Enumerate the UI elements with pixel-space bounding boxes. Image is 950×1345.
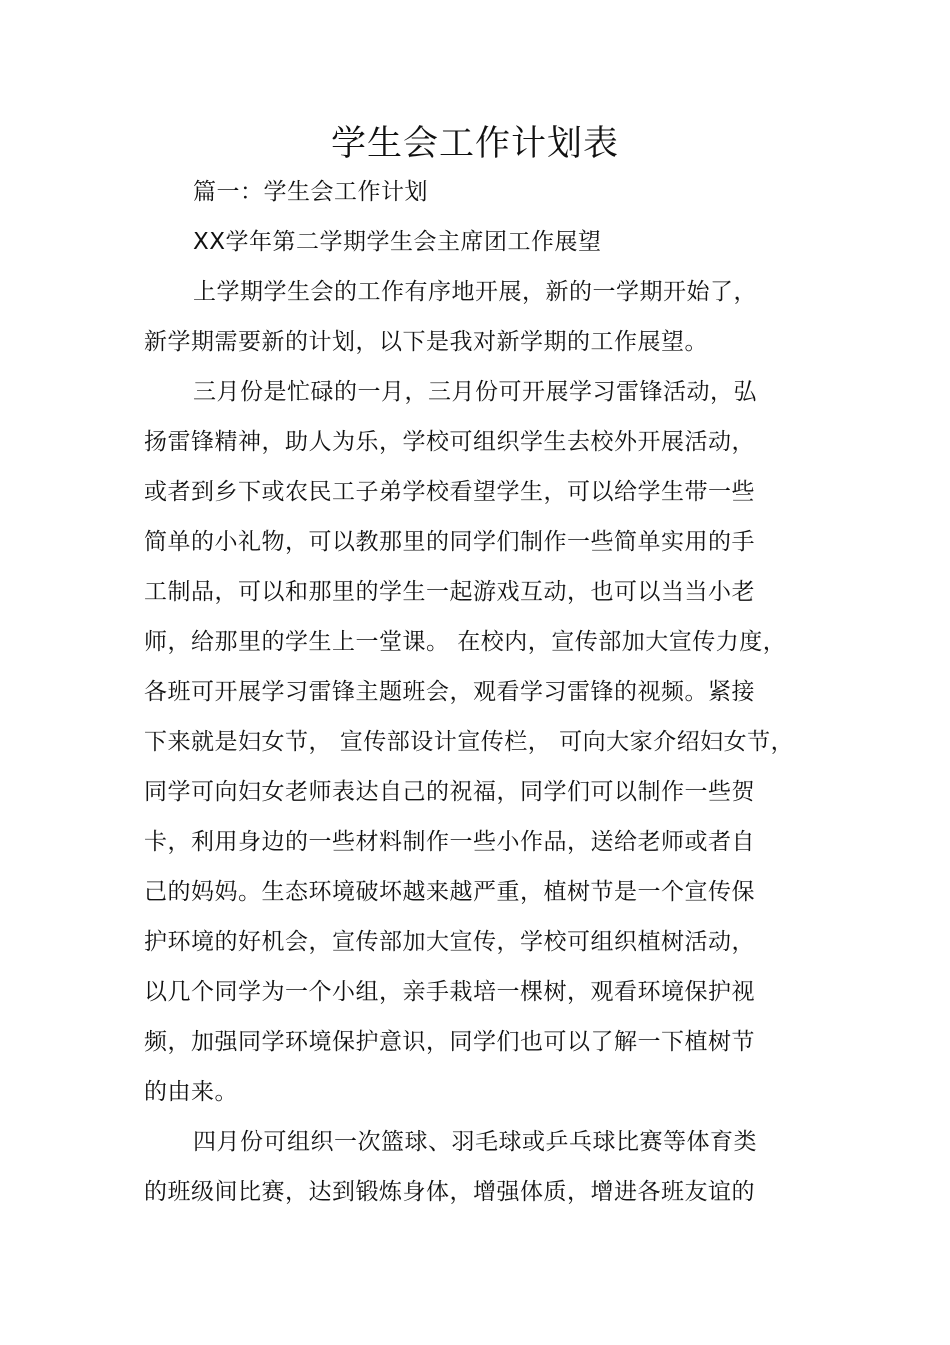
body-line: 三月份是忙碌的一月，三月份可开展学习雷锋活动，弘 [193, 379, 757, 405]
body-line: 护环境的好机会，宣传部加大宣传，学校可组织植树活动， [144, 929, 755, 955]
body-line: 各班可开展学习雷锋主题班会，观看学习雷锋的视频。紧接 [144, 679, 755, 705]
body-line: 下来就是妇女节， 宣传部设计宣传栏， 可向大家介绍妇女节， [144, 729, 795, 755]
body-line: 简单的小礼物，可以教那里的同学们制作一些简单实用的手 [144, 529, 755, 555]
body-line: 己的妈妈。生态环境破坏越来越严重，植树节是一个宣传保 [144, 879, 755, 905]
body-line: 的由来。 [144, 1079, 238, 1105]
body-line: 师，给那里的学生上一堂课。 在校内，宣传部加大宣传力度， [144, 629, 787, 655]
body-line: 四月份可组织一次篮球、羽毛球或乒乓球比赛等体育类 [193, 1129, 757, 1155]
document-title: 学生会工作计划表 [330, 124, 619, 164]
body-line: 频，加强同学环境保护意识，同学们也可以了解一下植树节 [144, 1029, 755, 1055]
body-line: 或者到乡下或农民工子弟学校看望学生，可以给学生带一些 [144, 479, 755, 505]
subheading: XX学年第二学期学生会主席团工作展望 [193, 229, 602, 255]
body-line: 卡，利用身边的一些材料制作一些小作品，送给老师或者自 [144, 829, 755, 855]
body-line: 工制品，可以和那里的学生一起游戏互动，也可以当当小老 [144, 579, 755, 605]
section-heading: 篇一：学生会工作计划 [193, 179, 428, 205]
body-line: 上学期学生会的工作有序地开展，新的一学期开始了， [193, 279, 757, 305]
body-line: 同学可向妇女老师表达自己的祝福，同学们可以制作一些贺 [144, 779, 755, 805]
body-line: 以几个同学为一个小组，亲手栽培一棵树，观看环境保护视 [144, 979, 755, 1005]
body-line: 的班级间比赛，达到锻炼身体，增强体质，增进各班友谊的 [144, 1179, 755, 1205]
body-line: 扬雷锋精神，助人为乐，学校可组织学生去校外开展活动， [144, 429, 755, 455]
body-line: 新学期需要新的计划，以下是我对新学期的工作展望。 [144, 329, 708, 355]
